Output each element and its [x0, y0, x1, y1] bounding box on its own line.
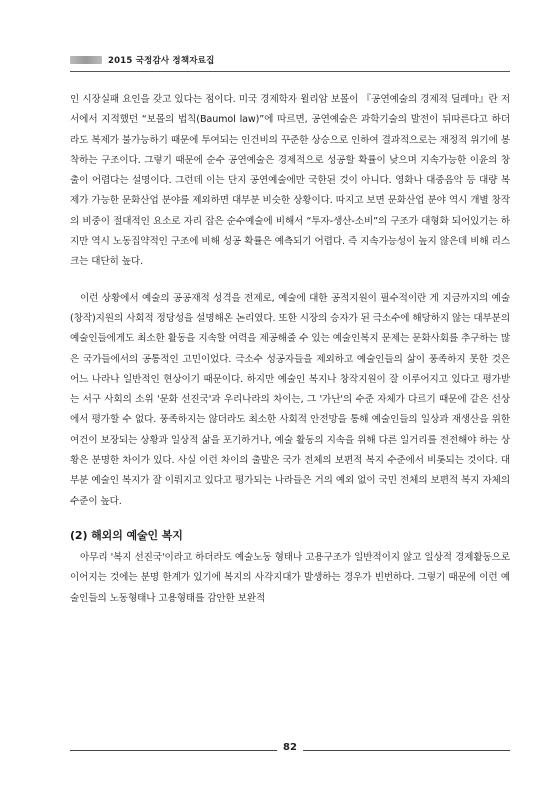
publisher-logo: [70, 56, 102, 64]
section-paragraph: 아무리 '복지 선진국'이라고 하더라도 예술노동 형태나 고용구조가 일반적이지 않고 일상적 경제활동으로 이어지는 것에는 분명 한계가 있기에 복지의 사각지대가 발생하는 경우가 빈번하다. 그렇기 때문에 이런 예술인들의 노동형태나 고용형태를 감안한 보완적: [70, 551, 510, 604]
paragraph-2: 이런 상황에서 예술의 공공재적 성격을 전제로, 예술에 대한 공적지원이 필수적이란 게 지금까지의 예술(창작)지원의 사회적 정당성을 설명해온 논리였다. 또한 시장의 승자가 된 극소수에 해당하지 않는 대부분의 예술인들에게도 최소한 활동을 지속할 여력을 제공해줄 수 있는 예술인복지 문제는 문화사회를 추구하는 많은 국가들에서의 공통적인 고민이었다. 극소수 성공자들을 제외하고 예술인들의 삶이 풍족하지 못한 것은 어느 나라나 일반적인 현상이기 때문이다. 하지만 예술인 복지나 창작지원이 잘 이루어지고 있다고 평가받는 서구 사회의 소위 '문화 선진국'과 우리나라의 차이는, 그 '가난'의 수준 자체가 다르기 때문에 같은 선상에서 평가할 수 없다. 풍족하지는 않더라도 최소한 사회적 안전망을 통해 예술인들의 일상과 재생산을 위한 여건이 보장되는 상황과 일상적 삶을 포기하거나, 예술 활동의 지속을 위해 다른 일거리를 전전해야 하는 상황은 분명한 차이가 있다. 사실 이런 차이의 출발은 국가 전체의 보편적 복지 수준에서 비롯되는 것이다. 대부분 예술인 복지가 잘 이뤄지고 있다고 평가되는 나라들은 거의 예외 없이 국민 전체의 보편적 복지 자체의 수준이 높다.: [70, 292, 510, 507]
running-header: [70, 52, 510, 68]
page-footer: [70, 744, 510, 764]
header-rule: [70, 71, 510, 72]
header-title: 2015 국정감사 정책자료집: [108, 56, 215, 66]
section-heading: (2) 해외의 예술인 복지: [70, 528, 183, 542]
paragraph-1: 인 시장실패 요인을 갖고 있다는 점이다. 미국 경제학자 윌리암 보몰이 『공연예술의 경제적 딜레마』란 저서에서 지적했던 “보몰의 법칙(Baumol law)”에 따르면, 공연예술은 과학기술의 발전이 뒤따른다고 하더라도 복제가 불가능하기 때문에 투여되는 인건비의 꾸준한 상승으로 인하여 결과적으로는 재정적 위기에 봉착하는 구조이다. 그렇기 때문에 순수 공연예술은 경제적으로 성공할 확률이 낮으며 지속가능한 이윤의 창출이 어렵다는 설명이다. 그런데 이는 단지 공연예술에만 국한된 것이 아니다. 영화나 대중음악 등 대량 복제가 가능한 문화산업 분야를 제외하면 대부분 비슷한 상황이다. 따지고 보면 문화산업 분야 역시 개별 창작의 비중이 절대적인 요소로 자리 잡은 순수예술에 비해서 “투자-생산-소비”의 구조가 대형화 되어있기는 하지만 역시 노동집약적인 구조에 비해 성공 확률은 예측되기 어렵다. 즉 지속가능성이 높지 않은데 비해 리스크는 대단히 높다.: [70, 94, 510, 268]
body-text: [70, 90, 510, 609]
page-number: 82: [277, 742, 303, 753]
